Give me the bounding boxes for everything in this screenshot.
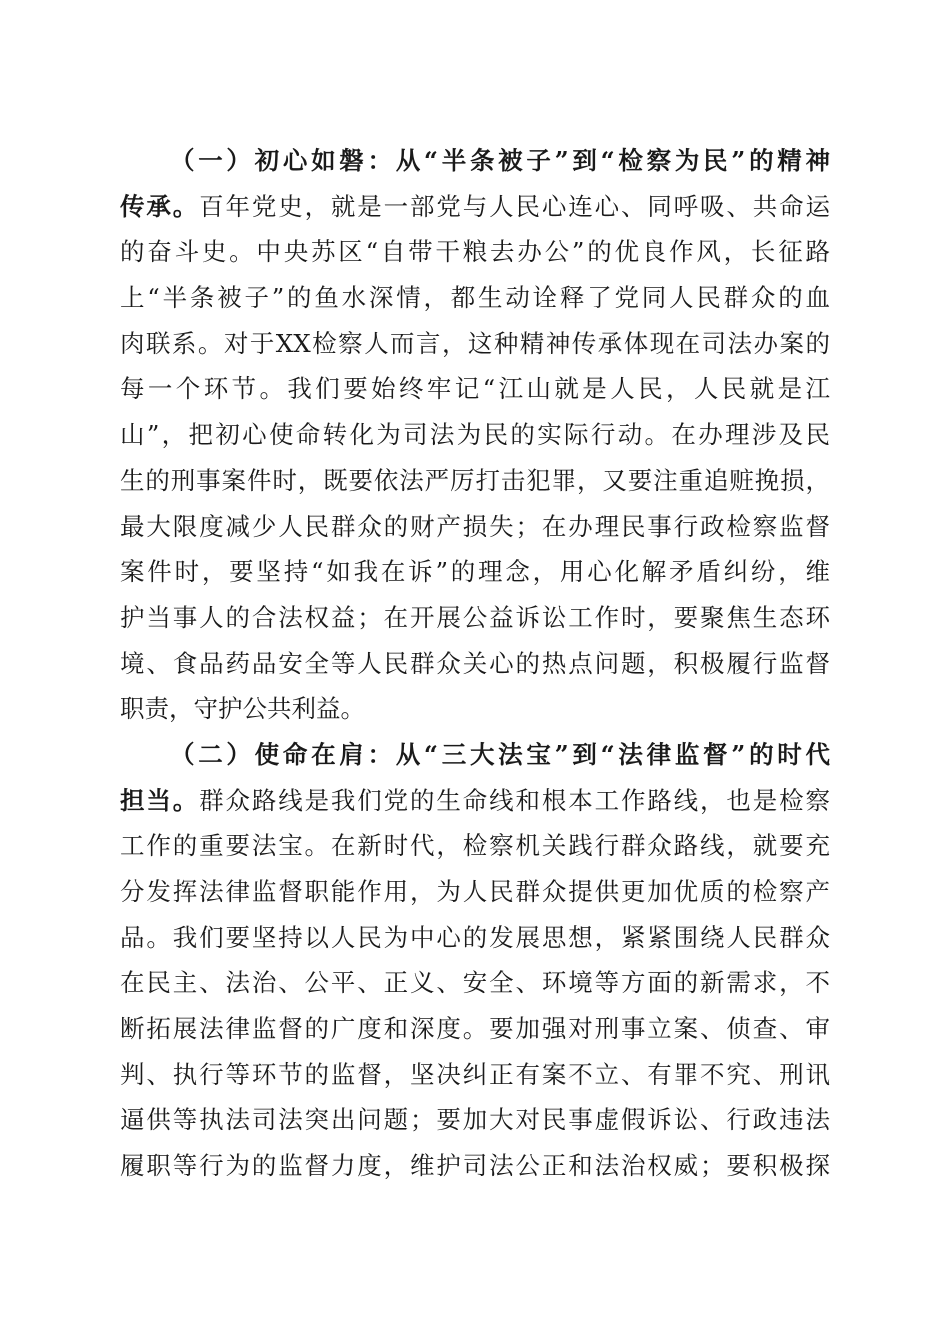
text-line bbox=[120, 823, 830, 869]
paragraph-2 bbox=[120, 732, 830, 1235]
body-text: 上“半条被子”的鱼水深情，都生动诠释了党同人民群众的血 bbox=[120, 283, 830, 313]
body-text: 断拓展法律监督的广度和深度。要加强对刑事立案、侦查、审 bbox=[120, 1014, 830, 1044]
section-heading-end: 担当。 bbox=[120, 785, 200, 815]
body-text: 百年党史，就是一部党与人民心连心、同呼吸、共命运 bbox=[199, 191, 831, 221]
text-line bbox=[120, 1006, 830, 1052]
body-text: 境、食品药品安全等人民群众关心的热点问题，积极履行监督 bbox=[120, 648, 830, 678]
paragraph-1 bbox=[120, 138, 830, 732]
section-heading: （二）使命在肩：从“三大法宝”到“法律监督”的时代 bbox=[170, 739, 830, 769]
body-text: 分发挥法律监督职能作用，为人民群众提供更加优质的检察产 bbox=[120, 877, 830, 906]
text-line bbox=[120, 778, 830, 824]
body-text: 山”，把初心使命转化为司法为民的实际行动。在办理涉及民 bbox=[120, 420, 830, 450]
text-line bbox=[120, 732, 830, 778]
text-line bbox=[120, 275, 830, 321]
text-line bbox=[120, 641, 830, 687]
body-text: 每一个环节。我们要始终牢记“江山就是人民，人民就是江 bbox=[120, 374, 830, 404]
body-text: 案件时，要坚持“如我在诉”的理念，用心化解矛盾纠纷，维 bbox=[120, 557, 830, 587]
text-line bbox=[120, 686, 830, 732]
section-heading: （一）初心如磐：从“半条被子”到“检察为民”的精神 bbox=[170, 146, 830, 175]
document-page bbox=[120, 138, 830, 1235]
text-line bbox=[120, 1052, 830, 1098]
text-line bbox=[120, 412, 830, 458]
text-line bbox=[120, 229, 830, 275]
section-heading-end: 传承。 bbox=[120, 191, 200, 221]
text-line bbox=[120, 960, 830, 1006]
text-line bbox=[120, 366, 830, 412]
body-text: 在民主、法治、公平、正义、安全、环境等方面的新需求，不 bbox=[120, 968, 830, 998]
text-line bbox=[120, 549, 830, 595]
body-text: 群众路线是我们党的生命线和根本工作路线，也是检察 bbox=[199, 785, 831, 815]
text-line bbox=[120, 184, 830, 230]
body-text: 最大限度减少人民群众的财产损失；在办理民事行政检察监督 bbox=[120, 511, 830, 541]
body-text: 的奋斗史。中央苏区“自带干粮去办公”的优良作风，长征路 bbox=[120, 237, 830, 267]
text-line bbox=[120, 1189, 830, 1235]
text-line bbox=[120, 458, 830, 504]
text-line bbox=[120, 321, 830, 367]
text-line bbox=[120, 915, 830, 961]
body-text: 逼供等执法司法突出问题；要加大对民事虚假诉讼、行政违法 bbox=[120, 1105, 830, 1135]
text-line bbox=[120, 1097, 830, 1143]
body-text: 护当事人的合法权益；在开展公益诉讼工作时，要聚焦生态环 bbox=[120, 602, 830, 632]
body-text: 品。我们要坚持以人民为中心的发展思想，紧紧围绕人民群众 bbox=[120, 922, 830, 952]
body-text: 生的刑事案件时，既要依法严厉打击犯罪，又要注重追赃挽损， bbox=[120, 465, 830, 495]
body-text: 职责，守护公共利益。 bbox=[120, 694, 365, 724]
body-text: 工作的重要法宝。在新时代，检察机关践行群众路线，就要充 bbox=[120, 831, 830, 861]
body-text: 肉联系。对于XX检察人而言，这种精神传承体现在司法办案的 bbox=[120, 328, 830, 358]
text-line bbox=[120, 1143, 830, 1189]
body-text: 履职等行为的监督力度，维护司法公正和法治权威；要积极探 bbox=[120, 1151, 830, 1181]
text-line bbox=[120, 595, 830, 641]
body-text: 判、执行等环节的监督，坚决纠正有案不立、有罪不究、刑讯 bbox=[120, 1059, 830, 1089]
text-line bbox=[120, 138, 830, 184]
text-line bbox=[120, 504, 830, 550]
text-line bbox=[120, 869, 830, 915]
